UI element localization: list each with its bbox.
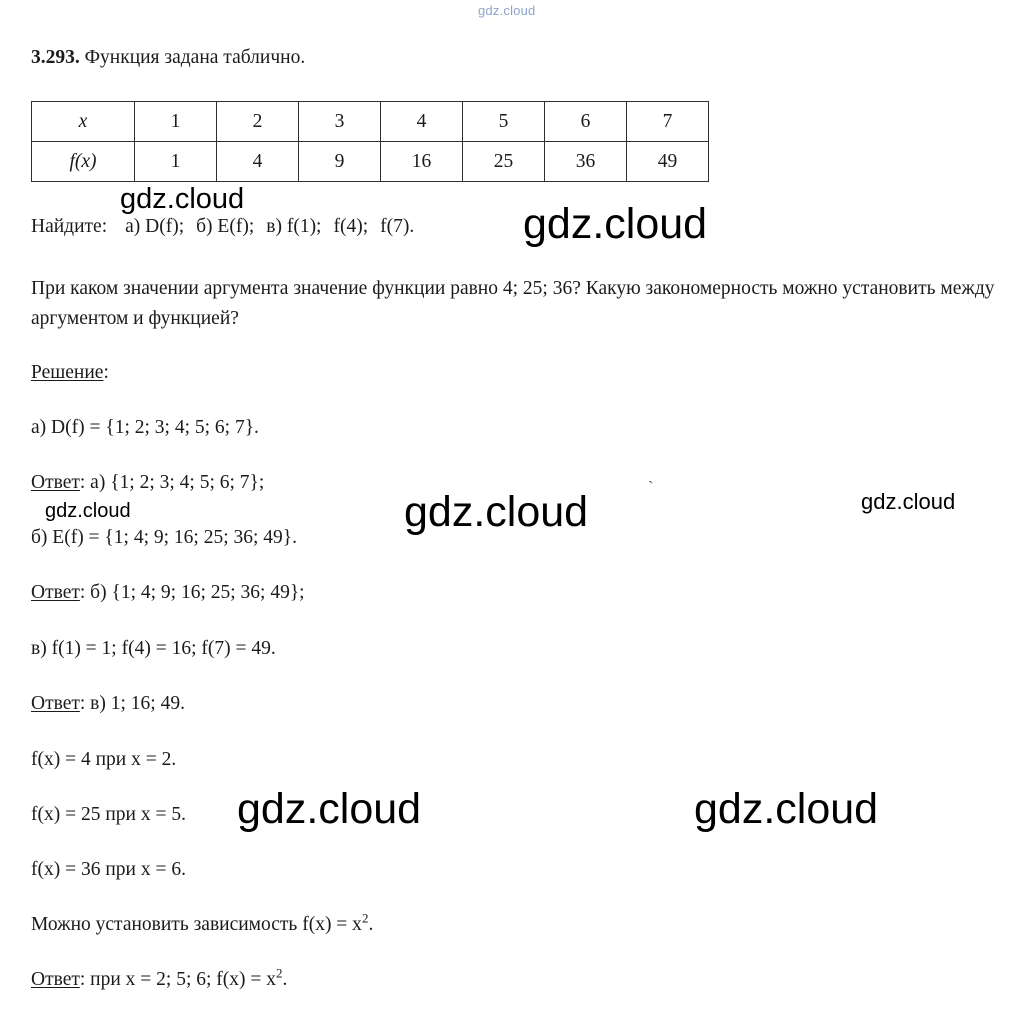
answer-text: : при x = 2; 5; 6; f(x) = x (79, 969, 277, 990)
answer-period: . (282, 969, 288, 990)
answer-text: : а) {1; 2; 3; 4; 5; 6; 7}; (79, 472, 265, 493)
answer-text: : в) 1; 16; 49. (79, 693, 185, 714)
fx-cell: 4 (217, 142, 299, 182)
solution-line-fx36: f(x) = 36 при x = 6. (31, 859, 186, 880)
solution-answer-final (31, 967, 287, 993)
task-number: 3.293. (31, 47, 80, 68)
superscript-two: 2 (276, 965, 283, 981)
fx-cell: 49 (627, 142, 709, 182)
row-label-x: x (32, 102, 135, 142)
find-label: Найдите: (31, 216, 108, 237)
find-item: в) f(1); (266, 216, 322, 237)
task-statement: Функция задана таблично. (84, 47, 306, 68)
watermark-a: gdz.cloud (120, 183, 245, 215)
solution-answer-v (31, 691, 185, 717)
find-item: f(7). (380, 216, 415, 237)
question-paragraph: При каком значении аргумента значение функции равно 4; 25; 36? Какую закономерность можно установить между аргументом и функцией? (31, 278, 995, 329)
watermark-d: gdz.cloud (45, 500, 131, 522)
solution-line-range: б) E(f) = {1; 4; 9; 16; 25; 36; 49}. (31, 527, 298, 548)
function-table (31, 101, 709, 182)
answer-text: : б) {1; 4; 9; 16; 25; 36; 49}; (79, 582, 305, 603)
solution-heading-label: Решение (31, 362, 104, 383)
row-label-fx: f(x) (32, 142, 135, 182)
find-item: f(4); (333, 216, 369, 237)
solution-answer-a (31, 470, 264, 496)
watermark-c: gdz.cloud (404, 488, 589, 536)
fx-cell: 16 (381, 142, 463, 182)
table-row (32, 102, 709, 142)
solution-line-values: в) f(1) = 1; f(4) = 16; f(7) = 49. (31, 638, 276, 659)
watermark-g: gdz.cloud (694, 785, 879, 833)
x-cell: 6 (545, 102, 627, 142)
conclusion-period: . (368, 914, 374, 935)
watermark-e: gdz.cloud (861, 489, 956, 514)
solution-line-domain: а) D(f) = {1; 2; 3; 4; 5; 6; 7}. (31, 417, 259, 438)
watermark-f: gdz.cloud (237, 785, 422, 833)
watermark-top: gdz.cloud (478, 3, 536, 18)
answer-label: Ответ (31, 693, 80, 714)
find-line (31, 214, 414, 240)
stray-mark: ` (648, 478, 654, 497)
fx-cell: 9 (299, 142, 381, 182)
x-cell: 5 (463, 102, 545, 142)
x-cell: 3 (299, 102, 381, 142)
fx-cell: 36 (545, 142, 627, 182)
find-item: б) E(f); (196, 216, 255, 237)
fx-cell: 25 (463, 142, 545, 182)
answer-label: Ответ (31, 582, 80, 603)
superscript-two: 2 (361, 910, 369, 926)
solution-answer-b (31, 580, 305, 606)
conclusion-text: Можно установить зависимость f(x) = x (31, 914, 362, 935)
watermark-b: gdz.cloud (523, 200, 708, 248)
fx-cell: 1 (135, 142, 217, 182)
answer-label: Ответ (31, 969, 80, 990)
x-cell: 4 (381, 102, 463, 142)
x-cell: 2 (217, 102, 299, 142)
solution-heading (31, 360, 109, 386)
solution-line-fx4: f(x) = 4 при x = 2. (31, 749, 177, 770)
x-cell: 7 (627, 102, 709, 142)
find-item: а) D(f); (125, 216, 185, 237)
answer-label: Ответ (31, 472, 80, 493)
table-row (32, 142, 709, 182)
solution-heading-colon: : (103, 362, 109, 383)
x-cell: 1 (135, 102, 217, 142)
solution-conclusion (31, 912, 373, 938)
task-heading (31, 45, 305, 71)
solution-line-fx25: f(x) = 25 при x = 5. (31, 804, 186, 825)
